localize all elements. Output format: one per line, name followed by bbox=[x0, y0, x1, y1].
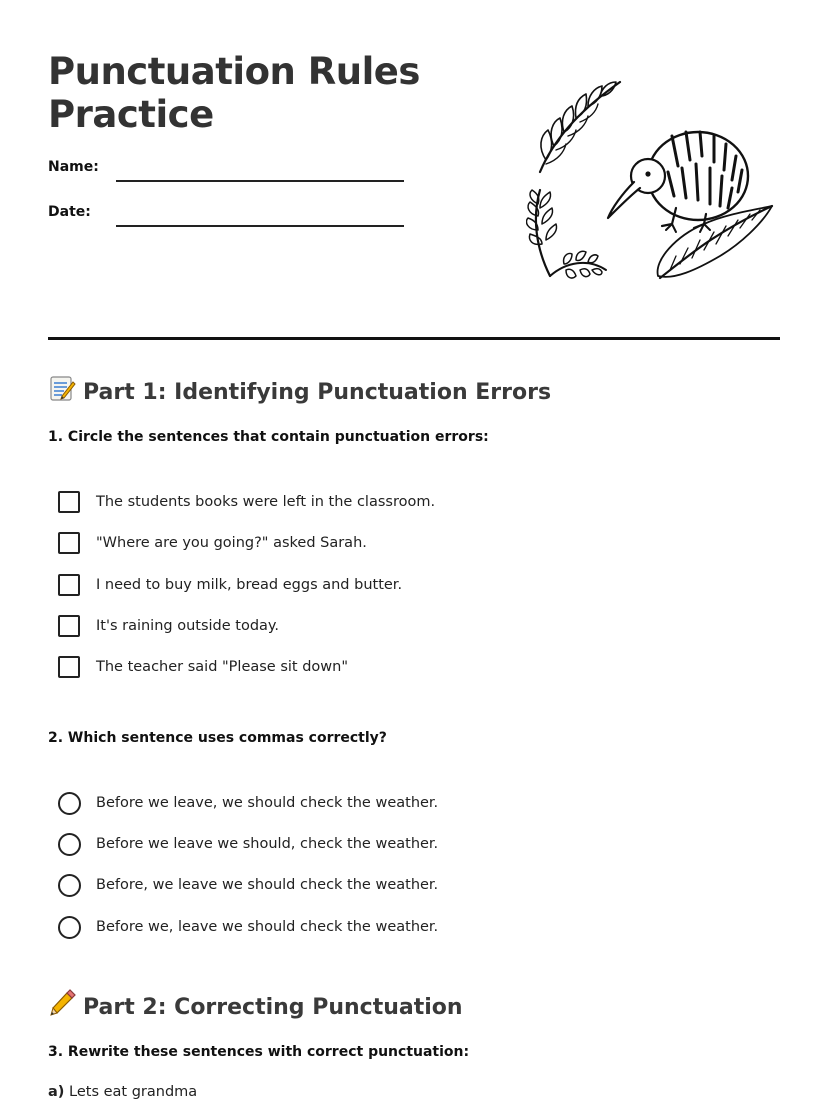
title-line-1: Punctuation Rules bbox=[48, 50, 420, 93]
q1-option-5[interactable] bbox=[58, 655, 348, 679]
option-label: It's raining outside today. bbox=[96, 618, 280, 634]
checkbox[interactable] bbox=[58, 615, 80, 637]
option-label: The teacher said "Please sit down" bbox=[96, 659, 349, 675]
q1-option-4[interactable] bbox=[58, 614, 279, 638]
radio-button[interactable] bbox=[58, 874, 81, 897]
title-line-2: Practice bbox=[48, 93, 214, 136]
question-2-prompt: 2. Which sentence uses commas correctly? bbox=[48, 730, 387, 746]
checkbox[interactable] bbox=[58, 574, 80, 596]
option-label: Before we leave we should, check the weather. bbox=[96, 836, 439, 852]
date-field[interactable] bbox=[116, 225, 404, 227]
q1-option-1[interactable] bbox=[58, 490, 435, 514]
question-3-prompt: 3. Rewrite these sentences with correct punctuation: bbox=[48, 1044, 470, 1060]
q2-option-2[interactable] bbox=[58, 832, 438, 856]
part-2-title: Part 2: Correcting Punctuation bbox=[83, 995, 463, 1020]
q2-option-4[interactable] bbox=[58, 915, 438, 939]
q1-option-2[interactable] bbox=[58, 531, 367, 555]
option-label: Before we leave, we should check the weather. bbox=[96, 795, 439, 811]
date-label: Date: bbox=[48, 204, 91, 220]
fern-frond-icon bbox=[540, 82, 620, 172]
radio-button[interactable] bbox=[58, 792, 81, 815]
worksheet-page bbox=[48, 0, 780, 1118]
part-1-title: Part 1: Identifying Punctuation Errors bbox=[83, 380, 552, 405]
kiwi-illustration bbox=[526, 48, 780, 320]
item-text: Lets eat grandma bbox=[69, 1084, 198, 1100]
option-label: Before we, leave we should check the weather. bbox=[96, 919, 439, 935]
checkbox[interactable] bbox=[58, 656, 80, 678]
q2-option-3[interactable] bbox=[58, 873, 438, 897]
radio-button[interactable] bbox=[58, 833, 81, 856]
option-label: I need to buy milk, bread eggs and butter. bbox=[96, 577, 403, 593]
part-2-heading bbox=[48, 989, 463, 1020]
radio-button[interactable] bbox=[58, 916, 81, 939]
page-title bbox=[48, 50, 420, 136]
option-label: Before, we leave we should check the weather. bbox=[96, 877, 439, 893]
name-label: Name: bbox=[48, 159, 99, 175]
q2-option-1[interactable] bbox=[58, 791, 438, 815]
question-1-prompt: 1. Circle the sentences that contain punctuation errors: bbox=[48, 429, 489, 445]
item-label: a) bbox=[48, 1084, 65, 1100]
part-1-heading bbox=[48, 374, 551, 405]
checkbox[interactable] bbox=[58, 532, 80, 554]
option-label: "Where are you going?" asked Sarah. bbox=[96, 535, 367, 551]
fern-frond-icon bbox=[526, 190, 606, 278]
name-field[interactable] bbox=[116, 180, 404, 182]
option-label: The students books were left in the classroom. bbox=[96, 494, 436, 510]
checkbox[interactable] bbox=[58, 491, 80, 513]
header-divider bbox=[48, 337, 780, 340]
rewrite-item-a bbox=[48, 1084, 197, 1100]
memo-icon bbox=[48, 374, 76, 402]
pencil-icon bbox=[48, 989, 76, 1017]
q1-option-3[interactable] bbox=[58, 573, 402, 597]
